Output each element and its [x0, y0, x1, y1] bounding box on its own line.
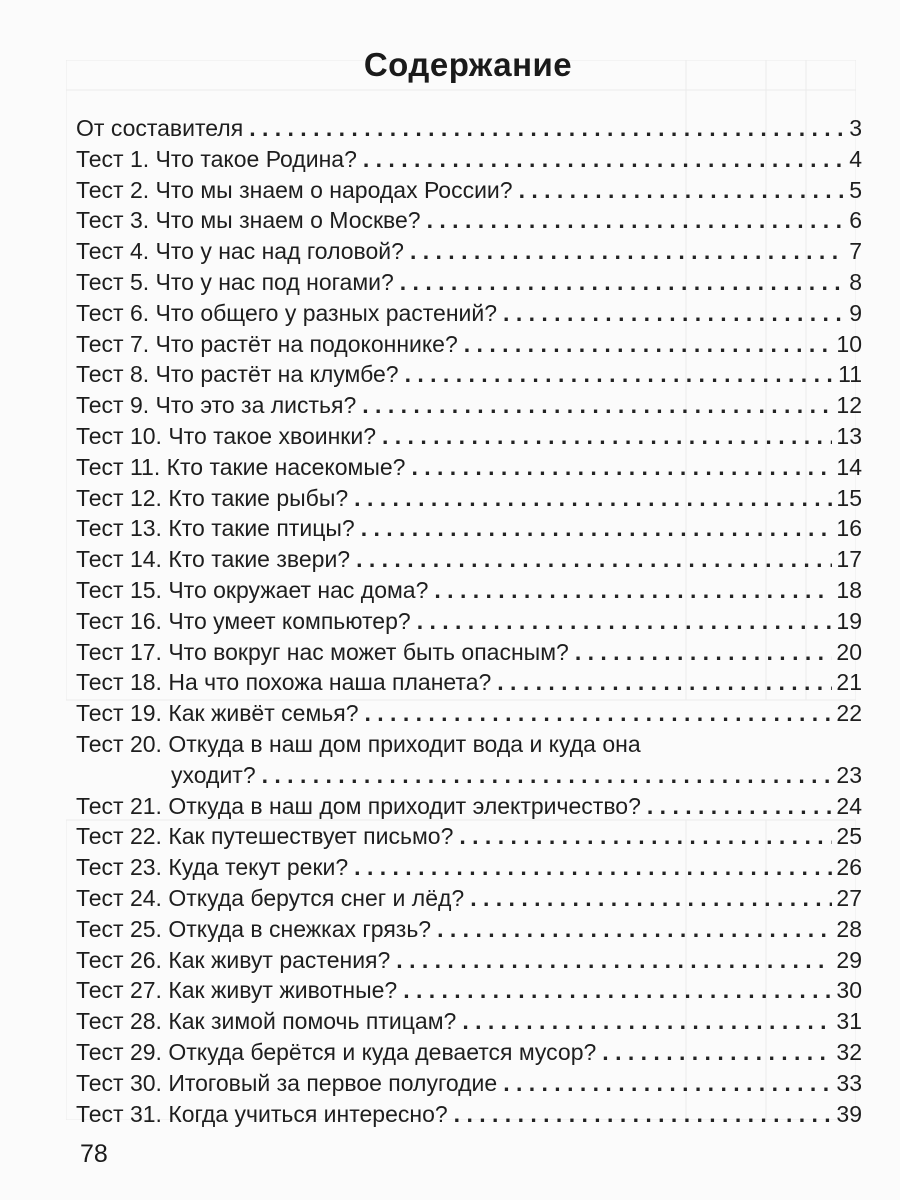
dot-leader — [427, 205, 846, 236]
toc-entry-label: От составителя — [76, 115, 244, 141]
toc-entry-label: Тест 2. Что мы знаем о народах России? — [76, 176, 513, 203]
toc-entry-page: 24 — [836, 792, 862, 819]
toc-entry-label: Тест 21. Откуда в наш дом приходит электричество? — [76, 792, 641, 819]
dot-leader — [417, 606, 833, 637]
dot-leader — [602, 1037, 832, 1068]
toc-entry-label: Тест 14. Кто такие звери? — [76, 546, 351, 573]
dot-leader — [382, 421, 832, 452]
dot-leader — [354, 483, 832, 514]
toc-entry-page: 32 — [836, 1038, 862, 1065]
toc-entry[interactable] — [76, 698, 862, 729]
toc-entry[interactable] — [76, 1037, 862, 1068]
toc-entry[interactable] — [76, 236, 862, 267]
toc-entry[interactable] — [76, 575, 862, 606]
toc-entry[interactable] — [76, 791, 862, 822]
dot-leader — [400, 267, 845, 298]
page-title: Содержание — [363, 46, 573, 83]
toc-entry-page: 14 — [836, 453, 862, 480]
toc-entry-page: 31 — [836, 1008, 862, 1035]
toc-entry[interactable] — [76, 945, 862, 976]
toc-entry[interactable] — [76, 606, 862, 637]
dot-leader — [410, 236, 845, 267]
toc-entry-label: Тест 16. Что умеет компьютер? — [76, 607, 411, 634]
dot-leader — [354, 852, 832, 883]
toc-entry-page: 6 — [849, 207, 862, 234]
toc-entry-page: 29 — [836, 946, 862, 973]
toc-entry-label-line1: Тест 20. Откуда в наш дом приходит вода и куда она — [76, 730, 641, 757]
dot-leader — [503, 1068, 832, 1099]
toc-entry-wrapped[interactable] — [76, 729, 862, 791]
toc-entry[interactable] — [76, 175, 862, 206]
toc-entry-continuation — [76, 760, 862, 791]
toc-entry[interactable] — [76, 421, 862, 452]
toc-entry[interactable] — [76, 267, 862, 298]
toc-entry[interactable] — [76, 544, 862, 575]
dot-leader — [356, 544, 832, 575]
dot-leader — [462, 1006, 832, 1037]
toc-entry-label: Тест 10. Что такое хвоинки? — [76, 422, 376, 449]
toc-entry-label: Тест 9. Что это за листья? — [76, 392, 357, 419]
dot-leader — [454, 1099, 833, 1130]
toc-entry-label: Тест 17. Что вокруг нас может быть опасным? — [76, 638, 569, 665]
dot-leader — [434, 575, 832, 606]
dot-leader — [362, 390, 832, 421]
toc-entry[interactable] — [76, 1068, 862, 1099]
toc-entry-label: Тест 12. Кто такие рыбы? — [76, 484, 349, 511]
toc-entry-page: 3 — [849, 115, 862, 141]
toc-entry[interactable] — [76, 298, 862, 329]
toc-entry-page: 16 — [836, 515, 862, 542]
toc-entry[interactable] — [76, 852, 862, 883]
dot-leader — [405, 359, 835, 390]
toc-entry-page: 20 — [836, 638, 862, 665]
toc-entry-label: Тест 29. Откуда берётся и куда девается мусор? — [76, 1038, 597, 1065]
dot-leader — [361, 513, 833, 544]
toc-entry[interactable] — [76, 637, 862, 668]
dot-leader — [364, 698, 832, 729]
toc-entry[interactable] — [76, 483, 862, 514]
toc-entry-page: 9 — [849, 299, 862, 326]
toc-entry-page: 21 — [836, 669, 862, 696]
toc-entry-page: 39 — [836, 1100, 862, 1127]
toc-entry-page: 13 — [836, 422, 862, 449]
toc-entry-label: Тест 23. Куда текут реки? — [76, 854, 349, 881]
toc-entry-label: Тест 15. Что окружает нас дома? — [76, 576, 429, 603]
toc-entry-label: Тест 6. Что общего у разных растений? — [76, 299, 498, 326]
toc-entry[interactable] — [76, 883, 862, 914]
toc-entry-label: Тест 30. Итоговый за первое полугодие — [76, 1069, 498, 1096]
toc-entry-label: Тест 25. Откуда в снежках грязь? — [76, 915, 432, 942]
toc-entry-label: Тест 31. Когда учиться интересно? — [76, 1100, 448, 1127]
toc-entry-page: 8 — [849, 268, 862, 295]
toc-entry-label: Тест 28. Как зимой помочь птицам? — [76, 1008, 457, 1035]
toc-entry-label: Тест 27. Как живут животные? — [76, 977, 398, 1004]
toc-entry-page: 33 — [836, 1069, 862, 1096]
toc-entry-label: Тест 8. Что растёт на клумбе? — [76, 361, 399, 388]
toc-entry-page: 25 — [836, 823, 862, 850]
toc-entry[interactable] — [76, 1099, 862, 1130]
toc-entry[interactable] — [76, 1006, 862, 1037]
toc-entry-label: Тест 26. Как живут растения? — [76, 946, 391, 973]
dot-leader — [575, 637, 833, 668]
dot-leader — [470, 883, 832, 914]
toc-entry-label: Тест 18. На что похожа наша планета? — [76, 669, 492, 696]
toc-entry-label: Тест 13. Кто такие птицы? — [76, 515, 355, 542]
toc-entry-page: 17 — [836, 546, 862, 573]
toc-entry-label: Тест 19. Как живёт семья? — [76, 700, 359, 727]
dot-leader — [647, 791, 833, 822]
toc-entry[interactable] — [76, 113, 862, 144]
dot-leader — [403, 975, 832, 1006]
toc-entry[interactable] — [76, 359, 862, 390]
toc-entry-page: 7 — [849, 238, 862, 265]
toc-entry-label: Тест 4. Что у нас над головой? — [76, 238, 404, 265]
toc-entry-page: 11 — [838, 361, 862, 388]
dot-leader — [262, 760, 833, 791]
table-of-contents — [76, 113, 862, 1129]
toc-entry-page: 15 — [836, 484, 862, 511]
toc-entry-label: Тест 1. Что такое Родина? — [76, 145, 357, 172]
dot-leader — [396, 945, 832, 976]
toc-entry-label: Тест 7. Что растёт на подоконнике? — [76, 330, 458, 357]
toc-entry-page: 18 — [836, 576, 862, 603]
toc-entry-label: Тест 24. Откуда берутся снег и лёд? — [76, 884, 465, 911]
toc-entry-page: 5 — [849, 176, 862, 203]
dot-leader — [503, 298, 845, 329]
toc-entry-page: 26 — [836, 854, 862, 881]
toc-entry[interactable] — [76, 205, 862, 236]
dot-leader — [437, 914, 832, 945]
toc-entry[interactable] — [76, 329, 862, 360]
dot-leader — [411, 452, 832, 483]
toc-entry-page: 22 — [836, 700, 862, 727]
page-number: 78 — [80, 1140, 108, 1168]
toc-entry[interactable] — [76, 144, 862, 175]
dot-leader — [363, 144, 845, 175]
toc-entry-page: 10 — [836, 330, 862, 357]
toc-entry[interactable] — [76, 821, 862, 852]
toc-entry-label: Тест 5. Что у нас под ногами? — [76, 268, 394, 295]
dot-leader — [459, 821, 832, 852]
toc-entry[interactable] — [76, 914, 862, 945]
toc-entry-page: 30 — [836, 977, 862, 1004]
toc-entry-label: Тест 3. Что мы знаем о Москве? — [76, 207, 421, 234]
toc-entry-page: 12 — [836, 392, 862, 419]
toc-entry-label: Тест 22. Как путешествует письмо? — [76, 823, 454, 850]
toc-entry[interactable] — [76, 513, 862, 544]
toc-entry[interactable] — [76, 452, 862, 483]
toc-entry-label: Тест 11. Кто такие насекомые? — [76, 453, 406, 480]
toc-entry[interactable] — [76, 975, 862, 1006]
toc-entry-page: 19 — [836, 607, 862, 634]
dot-leader — [497, 667, 832, 698]
toc-entry-page: 4 — [849, 145, 862, 172]
toc-entry-label-line2: уходит? — [171, 761, 256, 788]
toc-entry[interactable] — [76, 390, 862, 421]
dot-leader — [249, 113, 845, 144]
toc-entry[interactable] — [76, 667, 862, 698]
toc-entry-page: 27 — [836, 884, 862, 911]
toc-entry-page: 28 — [836, 915, 862, 942]
dot-leader — [464, 329, 833, 360]
toc-entry-page: 23 — [836, 761, 862, 788]
dot-leader — [519, 175, 846, 206]
